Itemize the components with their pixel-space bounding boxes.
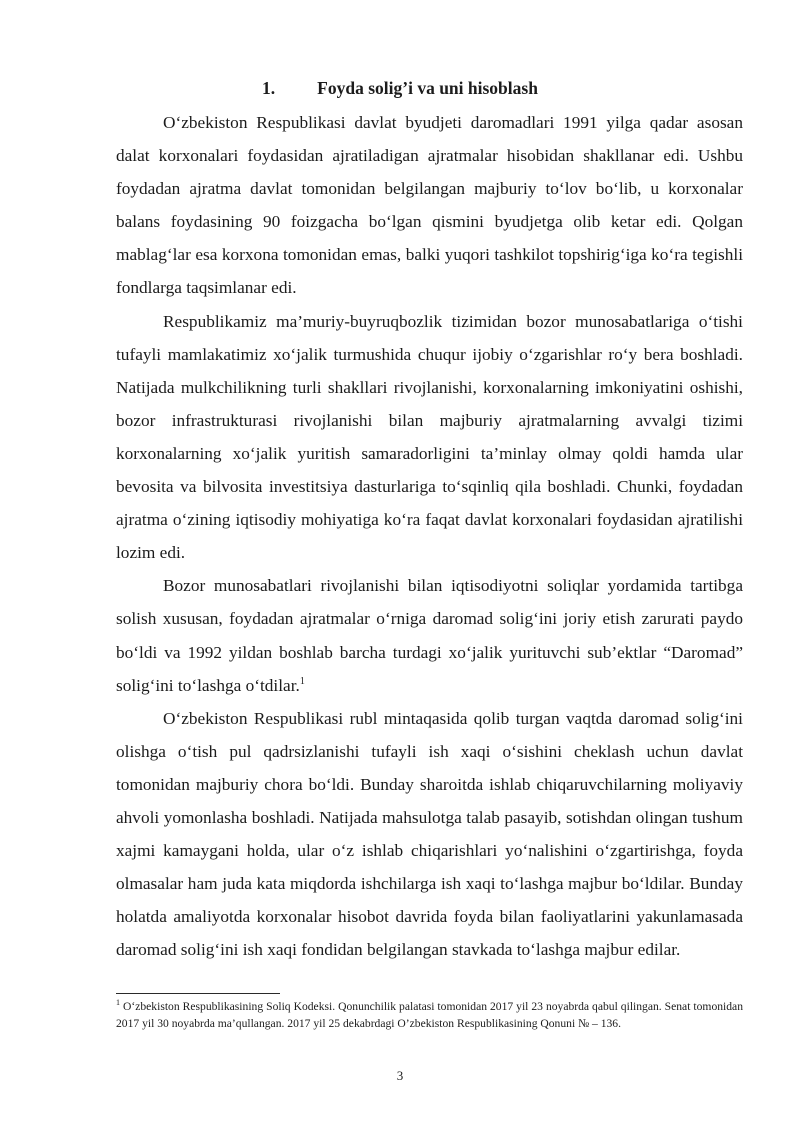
paragraph: O‘zbekiston Respublikasi rubl mintaqasida qolib turgan vaqtda daromad solig‘ini olishga o‘tish pul qadrsizlanishi tufayli ish xaqi o‘sishini cheklash uchun davlat tomonidan majburiy chora bo‘ldi. Bunday sharoitda ishlab chiqaruvchilarning moliyaviy ahvoli yomonlasha boshladi. Natijada mahsulotga talab pasayib, sotishdan olingan tushum xajmi kamaygani holda, ular o‘z ishlab chiqarishlari yo‘nalishini o‘zgartirishga, foyda olmasalar ham juda kata miqdorda ishchilarga ish xaqi to‘lashga majbur bo‘ldilar. Bunday holatda amaliyotda korxonalar hisobot davrida foyda bilan faoliyatlarini yakunlamasada daromad solig‘ini ish xaqi fondidan belgilangan stavkada to‘lashga majbur edilar. (116, 708, 743, 960)
footnote-marker: 1 (116, 998, 120, 1008)
footnote-text: O‘zbekiston Respublikasining Soliq Kodeksi. Qonunchilik palatasi tomonidan 2017 yil 23 noyabrda qabul qilingan. Senat tomonidan 2017 yil 30 noyabrda ma’qullangan. 2017 yil 25 dekabrdagi O’zbekiston Respublikasining Qonuni № – 136. (116, 1000, 743, 1030)
paragraph-text: Bozor munosabatlari rivojlanishi bilan iqtisodiyotni soliqlar yordamida tartibga solish xususan, foydadan ajratmalar o‘rniga daromad solig‘ini joriy etish zarurati paydo bo‘ldi va 1992 yildan boshlab barcha turdagi xo‘jalik yurituvchi sub’ektlar “Daromad” solig‘ini to‘lashga o‘tdilar. (116, 576, 743, 695)
section-number: 1. (262, 78, 276, 98)
page-number: 3 (396, 1068, 404, 1083)
section-heading (0, 76, 800, 100)
paragraph (116, 569, 743, 701)
paragraph: O‘zbekiston Respublikasi davlat byudjeti daromadlari 1991 yilga qadar asosan dalat korxonalari foydasidan ajratiladigan ajratmalar hisobidan shakllanar edi. Ushbu foydadan ajratma davlat tomonidan belgilangan majburiy to‘lov bo‘lib, u korxonalar balans foydasining 90 foizgacha bo‘lgan qismini byudjetga olib ketar edi. Qolgan mablag‘lar esa korxona tomonidan emas, balki yuqori tashkilot topshirig‘iga ko‘ra tegishli fondlarga taqsimlanar edi. (116, 113, 743, 298)
footnote (116, 998, 743, 1032)
paragraph: Respublikamiz ma’muriy-buyruqbozlik tizimidan bozor munosabatlariga o‘tishi tufayli mamlakatimiz xo‘jalik turmushida chuqur ijobiy o‘zgarishlar ro‘y bera boshladi. Natijada mulkchilikning turli shakllari rivojlanishi, korxonalarning imkoniyatini oshishi, bozor infrastrukturasi rivojlanishi bilan majburiy ajratmalarning avvalgi tizimi korxonalarning xo‘jalik yuritish samaradorligini ta’minlay olmay qoldi hamda ular bevosita va bilvosita investitsiya dasturlariga to‘sqinliq qila boshladi. Chunki, foydadan ajratma o‘zining iqtisodiy mohiyatiga ko‘ra faqat davlat korxonalari foydasidan ajratilishi lozim edi. (116, 311, 743, 563)
section-title: Foyda solig’i va uni hisoblash (317, 78, 538, 98)
footnote-divider (116, 993, 280, 994)
body-text (116, 106, 743, 966)
footnote-reference[interactable]: 1 (299, 675, 305, 687)
